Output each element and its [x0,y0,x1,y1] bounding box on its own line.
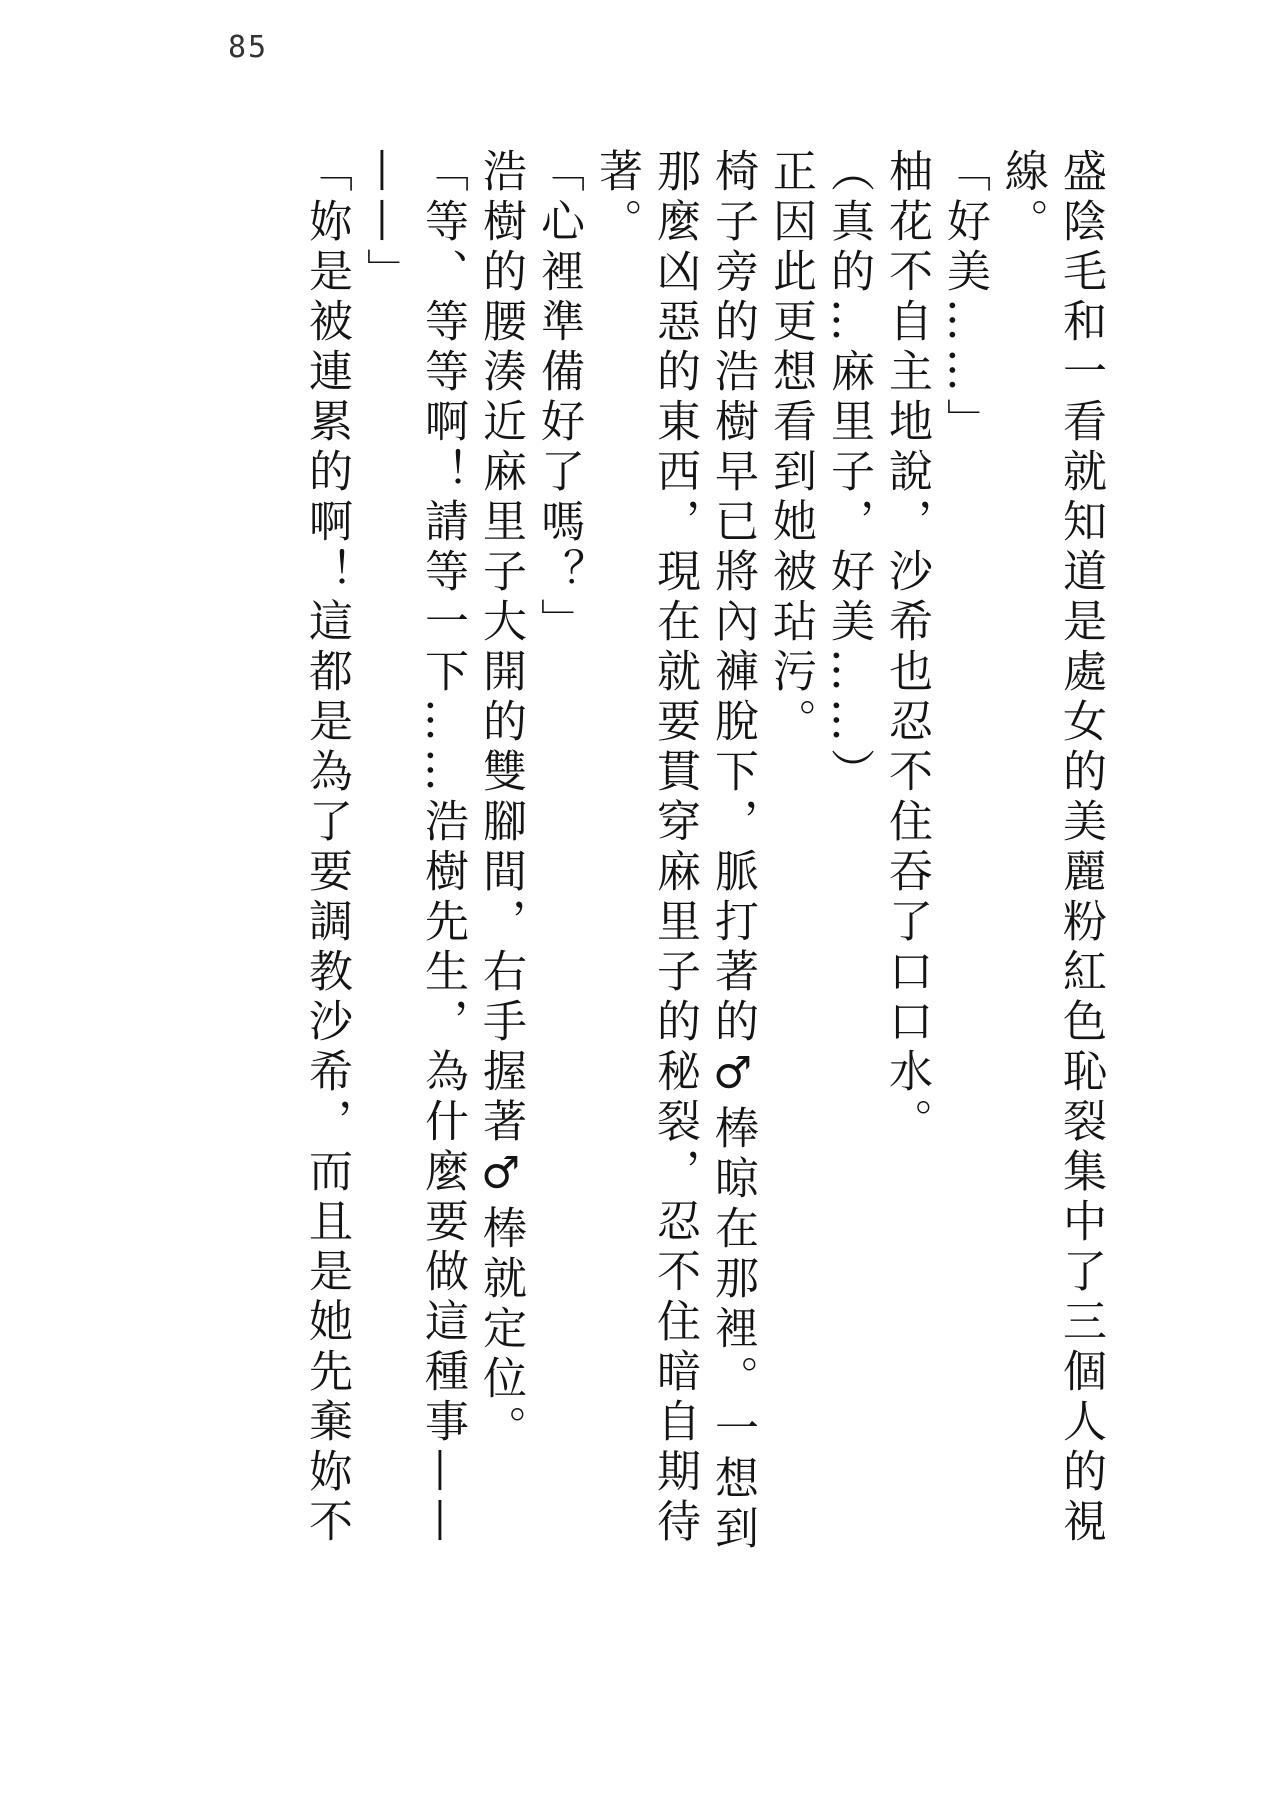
text-column-13: ——」 [359,148,410,298]
text-column-14: 「妳是被連累的啊！這都是為了要調教沙希，而且是她先棄妳不 [301,148,352,1548]
text-column-3: 「好美……」 [939,148,990,448]
text-column-7: 椅子旁的浩樹早已將內褲脫下，脈打著的♂棒晾在那裡。一想到 [707,148,758,1555]
text-column-12: 「等、等等啊！請等一下……浩樹先生，為什麼要做這種事—— [417,148,468,1548]
vertical-text-body [170,148,1110,1728]
text-column-4: 柚花不自主地說，沙希也忍不住吞了口口水。 [881,148,932,1148]
text-column-9: 著。 [591,148,642,248]
text-column-2: 線。 [997,148,1048,248]
text-column-11: 浩樹的腰湊近麻里子大開的雙腳間，右手握著♂棒就定位。 [475,148,526,1455]
page-number: 85 [228,30,269,65]
text-column-8: 那麼凶惡的東西，現在就要貫穿麻里子的秘裂，忍不住暗自期待 [649,148,700,1548]
text-column-6: 正因此更想看到她被玷污。 [765,148,816,748]
text-column-5: （真的…麻里子，好美……） [823,148,874,798]
text-column-10: 「心裡準備好了嗎？」 [533,148,584,648]
text-column-1: 盛陰毛和一看就知道是處女的美麗粉紅色恥裂集中了三個人的視 [1055,148,1106,1548]
